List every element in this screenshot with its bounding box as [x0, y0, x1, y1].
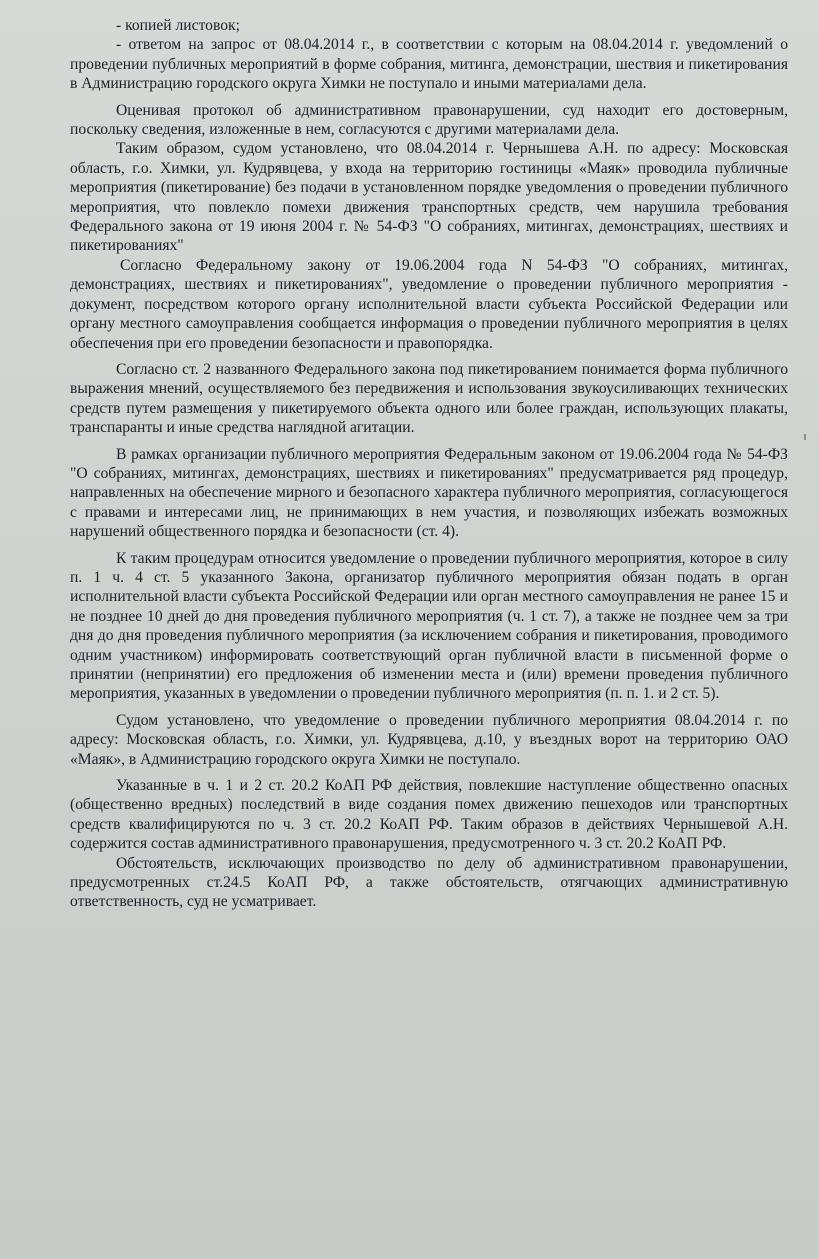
- paragraph-2: - ответом на запрос от 08.04.2014 г., в соответствии с которым на 08.04.2014 г. уведомлений о проведении публичных мероприятий в форме собрания, митинга, демонстрации, шествия и пикетирования в Администрацию городского округа Химки не поступало и иными материалами дела.: [70, 36, 788, 93]
- paragraph-8: К таким процедурам относится уведомление о проведении публичного мероприятия, которое в силу п. 1 ч. 4 ст. 5 указанного Закона, организатор публичного мероприятия обязан подать в орган исполнительной власти субъекта Российской Федерации или орган местного самоуправления не ранее 15 и не позднее 10 дней до дня проведения публичного мероприятия (ч. 1 ст. 7), а также не позднее чем за три дня до дня проведения публичного мероприятия (за исключением собрания и пикетирования, проводимого одним участником) информировать соответствующий орган публичной власти в письменной форме о принятии (непринятии) его предложения об изменении места и (или) времени проведения публичного мероприятия, указанных в уведомлении о проведении публичного мероприятия (п. п. 1. и 2 ст. 5).: [70, 549, 788, 703]
- paragraph-1: - копией листовок;: [116, 17, 240, 34]
- document-body: [70, 16, 788, 912]
- paragraph-3: Оценивая протокол об административном правонарушении, суд находит его достоверным, поскольку сведения, изложенные в нем, согласуются с другими материалами дела.: [70, 101, 788, 139]
- paragraph-4: Таким образом, судом установлено, что 08.04.2014 г. Чернышева А.Н. по адресу: Московская область, г.о. Химки, ул. Кудрявцева, у входа на территорию гостиницы «Маяк» проводила публичные мероприятия (пикетирование) без подачи в установленном порядке уведомления о проведении публичного мероприятия, что повлекло помехи движения транспортных средств, чем нарушила требования Федерального закона от 19 июня 2004 г. № 54-ФЗ "О собраниях, митингах, демонстрациях, шествиях и пикетированиях": [70, 140, 788, 255]
- paragraph-7: В рамках организации публичного мероприятия Федеральным законом от 19.06.2004 года № 54-ФЗ "О собраниях, митингах, демонстрациях, шествиях и пикетированиях" предусматривается ряд процедур, направленных на обеспечение мирного и безопасного характера публичного мероприятия, согласующегося с правами и интересами лиц, не принимающих в нем участия, и позволяющих избежать возможных нарушений общественного порядка и безопасности (ст. 4).: [70, 445, 788, 541]
- paragraph-5: Согласно Федеральному закону от 19.06.2004 года N 54-ФЗ "О собраниях, митингах, демонстрациях, шествиях и пикетированиях", уведомление о проведении публичного мероприятия - документ, посредством которого органу исполнительной власти субъекта Российской Федерации или органу местного самоуправления сообщается информация о проведении публичного мероприятия в целях обеспечения при его проведении безопасности и правопорядка.: [70, 256, 788, 352]
- paragraph-11: Обстоятельств, исключающих производство по делу об административном правонарушении, предусмотренных ст.24.5 КоАП РФ, а также обстоятельств, отягчающих административную ответственность, суд не усматривает.: [70, 854, 788, 911]
- paragraph-6: Согласно ст. 2 названного Федерального закона под пикетированием понимается форма публичного выражения мнений, осуществляемого без передвижения и использования звукоусиливающих технических средств путем размещения у пикетируемого объекта одного или более граждан, использующих плакаты, транспаранты и иные средства наглядной агитации.: [70, 360, 788, 437]
- paragraph-9: Судом установлено, что уведомление о проведении публичного мероприятия 08.04.2014 г. по адресу: Московская область, г.о. Химки, ул. Кудрявцева, д.10, у въездных ворот на территорию ОАО «Маяк», в Администрацию городского округа Химки не поступало.: [70, 711, 788, 768]
- paragraph-10: Указанные в ч. 1 и 2 ст. 20.2 КоАП РФ действия, повлекшие наступление общественно опасных (общественно вредных) последствий в виде создания помех движению пешеходов или транспортных средств квалифицируются по ч. 3 ст. 20.2 КоАП РФ. Таким образов в действиях Чернышевой А.Н. содержится состав административного правонарушения, предусмотренного ч. 3 ст. 20.2 КоАП РФ.: [70, 777, 788, 853]
- paper-speck: [804, 434, 806, 440]
